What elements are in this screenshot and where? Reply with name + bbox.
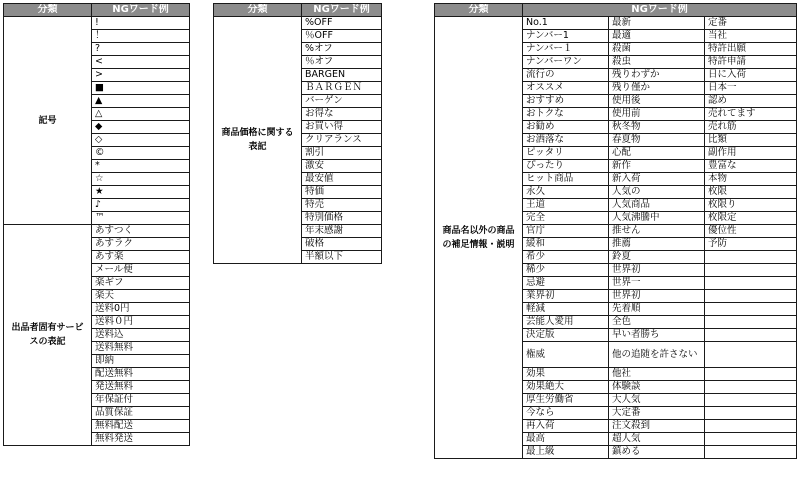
ng-word-cell: ピッタリ — [523, 147, 609, 160]
category-header: 分類 — [4, 4, 92, 17]
ng-word-cell: 世界一 — [609, 277, 705, 290]
ng-word-cell: 厚生労働省 — [523, 394, 609, 407]
ng-word-cell: 人気沸騰中 — [609, 212, 705, 225]
ng-word-cell: 世界初 — [609, 264, 705, 277]
ng-word-cell: 特価 — [302, 186, 382, 199]
ng-word-cell: クリアランス — [302, 134, 382, 147]
ng-word-cell: > — [92, 69, 190, 82]
ng-word-cell: 送料0円 — [92, 303, 190, 316]
ng-word-cell: 定番 — [705, 17, 797, 30]
ngword-header: NGワード例 — [92, 4, 190, 17]
table-row — [435, 17, 797, 30]
ng-word-cell: 送料無料 — [92, 342, 190, 355]
ng-word-cell: 使用前 — [609, 108, 705, 121]
ng-word-cell: 比類 — [705, 134, 797, 147]
ng-word-cell: 人気の — [609, 186, 705, 199]
ng-word-cell — [705, 316, 797, 329]
ng-word-cell: 豊富な — [705, 160, 797, 173]
ng-word-cell — [705, 290, 797, 303]
ng-word-cell: 年末感謝 — [302, 225, 382, 238]
ng-word-cell: 副作用 — [705, 147, 797, 160]
ng-word-cell: 日本一 — [705, 82, 797, 95]
ng-word-cell: 売れ筋 — [705, 121, 797, 134]
ng-word-cell: 希少 — [523, 251, 609, 264]
ng-word-cell: ！ — [92, 30, 190, 43]
ng-word-cell: 特許申請 — [705, 56, 797, 69]
ng-word-cell: お勧め — [523, 121, 609, 134]
ng-word-cell: 効果絶大 — [523, 381, 609, 394]
ng-word-cell: ▲ — [92, 95, 190, 108]
ng-word-cell — [705, 381, 797, 394]
ng-word-cell: 枚限り — [705, 199, 797, 212]
ng-word-cell: バーゲン — [302, 95, 382, 108]
category-header: 分類 — [435, 4, 523, 17]
ng-word-cell: 無料発送 — [92, 433, 190, 446]
ng-word-cell: 心配 — [609, 147, 705, 160]
ng-word-cell: 送料０円 — [92, 316, 190, 329]
ng-word-cell: ™ — [92, 212, 190, 225]
ng-word-cell: 体験談 — [609, 381, 705, 394]
ng-word-cell: ☆ — [92, 173, 190, 186]
ng-word-cell: 最高 — [523, 433, 609, 446]
ng-word-cell: 無料配送 — [92, 420, 190, 433]
ng-word-cell: 春夏物 — [609, 134, 705, 147]
ng-word-cell: あすつく — [92, 225, 190, 238]
ngword-header: NGワード例 — [302, 4, 382, 17]
ng-word-cell: お得な — [302, 108, 382, 121]
ng-word-cell — [705, 277, 797, 290]
ng-word-cell: 楽天 — [92, 290, 190, 303]
ng-word-cell: 割引 — [302, 147, 382, 160]
ng-word-cell: 日に入荷 — [705, 69, 797, 82]
ng-word-cell: ％OFF — [302, 30, 382, 43]
ng-word-cell: 稀少 — [523, 264, 609, 277]
ng-word-cell: 最安値 — [302, 173, 382, 186]
ng-word-cell: お買い得 — [302, 121, 382, 134]
ng-word-cell: No.1 — [523, 17, 609, 30]
ng-word-cell: 本物 — [705, 173, 797, 186]
ng-word-cell: 今なら — [523, 407, 609, 420]
ng-word-cell: 人気商品 — [609, 199, 705, 212]
ng-word-cell: 秋冬物 — [609, 121, 705, 134]
ng-word-cell: 効果 — [523, 368, 609, 381]
ng-word-cell: 推せん — [609, 225, 705, 238]
ng-word-cell: 新作 — [609, 160, 705, 173]
ng-word-cell: 配送無料 — [92, 368, 190, 381]
ng-word-cell: おすすめ — [523, 95, 609, 108]
ng-word-cell: 枚限 — [705, 186, 797, 199]
ng-word-cell — [705, 329, 797, 342]
ng-word-cell: 全色 — [609, 316, 705, 329]
ng-word-cell: 業界初 — [523, 290, 609, 303]
ng-word-cell: 優位性 — [705, 225, 797, 238]
ng-table-supplementary — [434, 3, 797, 459]
ng-word-cell — [705, 251, 797, 264]
ng-word-cell: * — [92, 160, 190, 173]
category-header: 分類 — [214, 4, 302, 17]
ng-word-cell: 半額以下 — [302, 251, 382, 264]
ng-word-cell: お洒落な — [523, 134, 609, 147]
ng-word-cell — [705, 264, 797, 277]
ng-word-cell — [705, 433, 797, 446]
ng-word-cell: 激安 — [302, 160, 382, 173]
ng-word-cell: ★ — [92, 186, 190, 199]
ng-word-cell: ぴったり — [523, 160, 609, 173]
ng-word-cell — [705, 368, 797, 381]
ng-word-cell: 特別価格 — [302, 212, 382, 225]
ngword-header: NGワード例 — [523, 4, 797, 17]
ng-word-cell: ! — [92, 17, 190, 30]
ng-word-cell — [705, 342, 797, 368]
ng-word-cell: ＢＡＲＧＥＮ — [302, 82, 382, 95]
ng-word-cell: ♪ — [92, 199, 190, 212]
ng-word-cell: 流行の — [523, 69, 609, 82]
ng-word-cell: ? — [92, 43, 190, 56]
ng-word-cell: 鎮める — [609, 446, 705, 459]
ng-word-cell: 鈴夏 — [609, 251, 705, 264]
ng-word-cell: 売れてます — [705, 108, 797, 121]
ng-word-cell: 品質保証 — [92, 407, 190, 420]
ng-word-cell: 大人気 — [609, 394, 705, 407]
ng-word-cell: BARGEN — [302, 69, 382, 82]
ng-table-price — [213, 3, 382, 264]
ng-word-cell: 即納 — [92, 355, 190, 368]
ng-word-cell: 特許出願 — [705, 43, 797, 56]
ng-word-cell — [705, 446, 797, 459]
ng-word-cell: 予防 — [705, 238, 797, 251]
category-cell: 商品名以外の商品の補足情報・説明 — [435, 17, 523, 459]
ng-word-cell: 年保証付 — [92, 394, 190, 407]
category-cell: 出品者固有サービスの表記 — [4, 225, 92, 446]
ng-word-cell: © — [92, 147, 190, 160]
ng-word-cell: △ — [92, 108, 190, 121]
ng-word-cell: ナンバー1 — [523, 30, 609, 43]
ng-word-cell: 永久 — [523, 186, 609, 199]
ng-word-cell: メール便 — [92, 264, 190, 277]
ng-word-cell: 先着順 — [609, 303, 705, 316]
ng-word-cell: 緩和 — [523, 238, 609, 251]
ng-word-cell: ◆ — [92, 121, 190, 134]
ng-word-cell: 破格 — [302, 238, 382, 251]
category-cell: 記号 — [4, 17, 92, 225]
ng-word-cell: 新入荷 — [609, 173, 705, 186]
ng-word-cell: ナンバー１ — [523, 43, 609, 56]
ng-word-cell: 決定版 — [523, 329, 609, 342]
ng-word-cell: 芸能人愛用 — [523, 316, 609, 329]
ng-word-cell: 特売 — [302, 199, 382, 212]
ng-word-cell: 他社 — [609, 368, 705, 381]
table-row — [4, 225, 190, 238]
ng-word-cell: ％オフ — [302, 56, 382, 69]
ng-word-cell: 超人気 — [609, 433, 705, 446]
ng-word-cell: < — [92, 56, 190, 69]
ng-word-cell: 枚限定 — [705, 212, 797, 225]
ng-word-cell: ヒット商品 — [523, 173, 609, 186]
ng-word-cell: 最適 — [609, 30, 705, 43]
ng-word-cell — [705, 407, 797, 420]
ng-word-cell: 当社 — [705, 30, 797, 43]
ng-word-cell: ■ — [92, 82, 190, 95]
ng-word-cell: ナンバーワン — [523, 56, 609, 69]
ng-word-cell: 権威 — [523, 342, 609, 368]
category-cell: 商品価格に関する表記 — [214, 17, 302, 264]
ng-word-cell: 他の追随を許さない — [609, 342, 705, 368]
ng-word-cell: %OFF — [302, 17, 382, 30]
ng-word-cell: 送料込 — [92, 329, 190, 342]
ng-word-cell: 完全 — [523, 212, 609, 225]
ng-word-cell — [705, 303, 797, 316]
ng-word-cell: あすラク — [92, 238, 190, 251]
ng-word-cell: 軽減 — [523, 303, 609, 316]
ng-word-cell: 認め — [705, 95, 797, 108]
ng-word-cell: 王道 — [523, 199, 609, 212]
ng-word-cell: あす楽 — [92, 251, 190, 264]
ng-word-cell: 最上級 — [523, 446, 609, 459]
ng-word-cell: 再入荷 — [523, 420, 609, 433]
ng-word-cell: 推薦 — [609, 238, 705, 251]
ng-word-cell: 最新 — [609, 17, 705, 30]
ng-word-cell: 残りわずか — [609, 69, 705, 82]
ng-word-cell: 使用後 — [609, 95, 705, 108]
ng-word-cell: 官庁 — [523, 225, 609, 238]
ng-table-symbols-services — [3, 3, 190, 446]
ng-word-cell: 注文殺到 — [609, 420, 705, 433]
ng-word-cell: オススメ — [523, 82, 609, 95]
ng-word-cell: 忌避 — [523, 277, 609, 290]
ng-word-cell: 殺虫 — [609, 56, 705, 69]
ng-word-cell: 楽ギフ — [92, 277, 190, 290]
table-row — [4, 17, 190, 30]
ng-word-cell: 世界初 — [609, 290, 705, 303]
ng-word-cell: おトクな — [523, 108, 609, 121]
ng-word-cell: 大定番 — [609, 407, 705, 420]
ng-word-cell: 早い者勝ち — [609, 329, 705, 342]
ng-word-cell: 殺菌 — [609, 43, 705, 56]
ng-word-cell — [705, 394, 797, 407]
ng-word-cell — [705, 420, 797, 433]
ng-word-cell: ◇ — [92, 134, 190, 147]
ng-word-cell: 残り僅か — [609, 82, 705, 95]
table-row — [214, 17, 382, 30]
ng-word-cell: 発送無料 — [92, 381, 190, 394]
ng-word-cell: %オフ — [302, 43, 382, 56]
